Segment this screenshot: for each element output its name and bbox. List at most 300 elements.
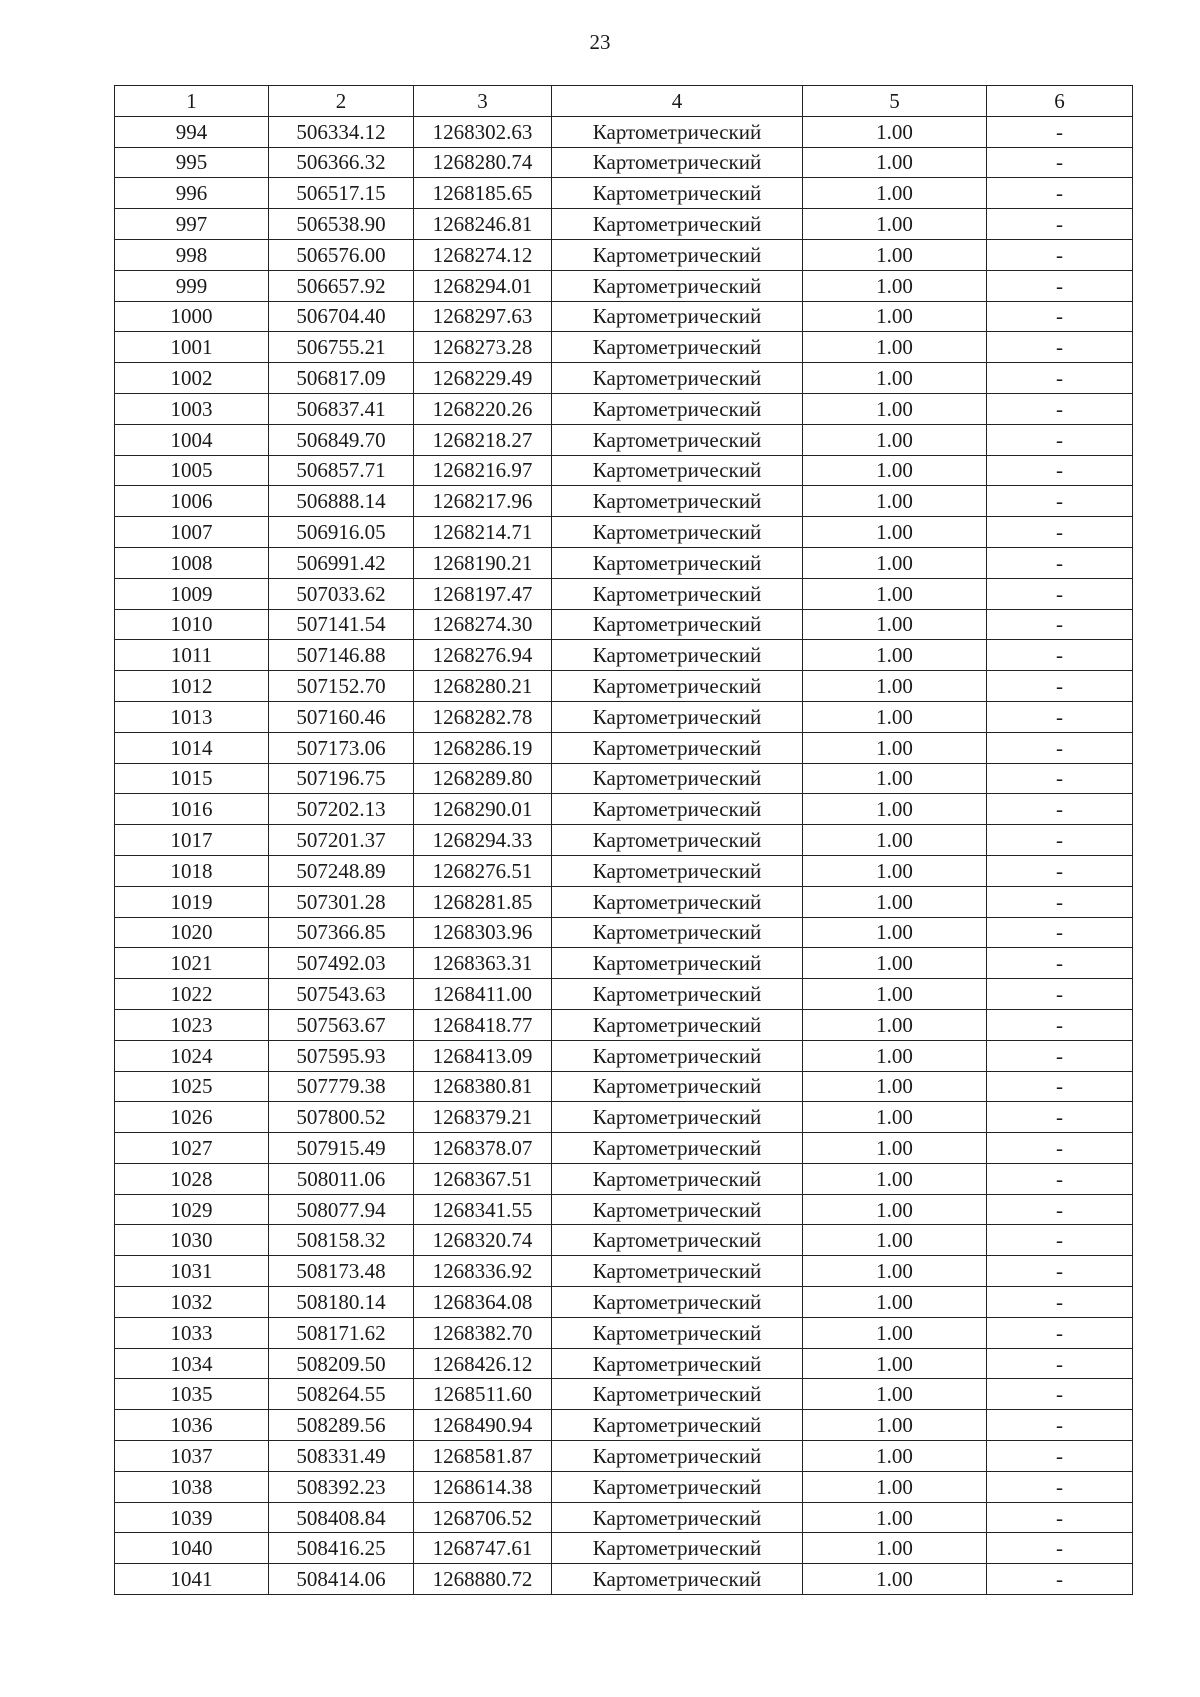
method-cell: Картометрический bbox=[552, 147, 803, 178]
table-row bbox=[115, 1287, 1133, 1318]
y-coordinate-cell: 1268367.51 bbox=[414, 1163, 552, 1194]
point-number-cell: 999 bbox=[115, 270, 269, 301]
table-row bbox=[115, 393, 1133, 424]
y-coordinate-cell: 1268282.78 bbox=[414, 701, 552, 732]
accuracy-cell: 1.00 bbox=[803, 1071, 987, 1102]
note-cell: - bbox=[987, 886, 1133, 917]
table-row bbox=[115, 1471, 1133, 1502]
accuracy-cell: 1.00 bbox=[803, 732, 987, 763]
table-row bbox=[115, 301, 1133, 332]
table-row bbox=[115, 270, 1133, 301]
accuracy-cell: 1.00 bbox=[803, 424, 987, 455]
y-coordinate-cell: 1268294.33 bbox=[414, 825, 552, 856]
point-number-cell: 1019 bbox=[115, 886, 269, 917]
point-number-cell: 1020 bbox=[115, 917, 269, 948]
table-row bbox=[115, 1533, 1133, 1564]
accuracy-cell: 1.00 bbox=[803, 209, 987, 240]
x-coordinate-cell: 507492.03 bbox=[269, 948, 414, 979]
accuracy-cell: 1.00 bbox=[803, 855, 987, 886]
x-coordinate-cell: 507141.54 bbox=[269, 609, 414, 640]
method-cell: Картометрический bbox=[552, 1410, 803, 1441]
x-coordinate-cell: 506755.21 bbox=[269, 332, 414, 363]
table-body bbox=[115, 116, 1133, 1594]
accuracy-cell: 1.00 bbox=[803, 486, 987, 517]
table-row bbox=[115, 1379, 1133, 1410]
method-cell: Картометрический bbox=[552, 116, 803, 147]
table-row bbox=[115, 332, 1133, 363]
y-coordinate-cell: 1268511.60 bbox=[414, 1379, 552, 1410]
y-coordinate-cell: 1268229.49 bbox=[414, 363, 552, 394]
method-cell: Картометрический bbox=[552, 424, 803, 455]
point-number-cell: 1012 bbox=[115, 671, 269, 702]
accuracy-cell: 1.00 bbox=[803, 1441, 987, 1472]
y-coordinate-cell: 1268197.47 bbox=[414, 578, 552, 609]
table-row bbox=[115, 116, 1133, 147]
y-coordinate-cell: 1268303.96 bbox=[414, 917, 552, 948]
note-cell: - bbox=[987, 1194, 1133, 1225]
x-coordinate-cell: 506888.14 bbox=[269, 486, 414, 517]
note-cell: - bbox=[987, 116, 1133, 147]
point-number-cell: 1035 bbox=[115, 1379, 269, 1410]
accuracy-cell: 1.00 bbox=[803, 948, 987, 979]
table-row bbox=[115, 486, 1133, 517]
y-coordinate-cell: 1268302.63 bbox=[414, 116, 552, 147]
x-coordinate-cell: 507366.85 bbox=[269, 917, 414, 948]
note-cell: - bbox=[987, 517, 1133, 548]
accuracy-cell: 1.00 bbox=[803, 701, 987, 732]
x-coordinate-cell: 506334.12 bbox=[269, 116, 414, 147]
table-row bbox=[115, 979, 1133, 1010]
method-cell: Картометрический bbox=[552, 270, 803, 301]
method-cell: Картометрический bbox=[552, 547, 803, 578]
method-cell: Картометрический bbox=[552, 239, 803, 270]
accuracy-cell: 1.00 bbox=[803, 1194, 987, 1225]
note-cell: - bbox=[987, 301, 1133, 332]
method-cell: Картометрический bbox=[552, 363, 803, 394]
y-coordinate-cell: 1268276.94 bbox=[414, 640, 552, 671]
y-coordinate-cell: 1268217.96 bbox=[414, 486, 552, 517]
accuracy-cell: 1.00 bbox=[803, 1564, 987, 1595]
table-row bbox=[115, 1502, 1133, 1533]
table-row bbox=[115, 1102, 1133, 1133]
point-number-cell: 1008 bbox=[115, 547, 269, 578]
point-number-cell: 1032 bbox=[115, 1287, 269, 1318]
note-cell: - bbox=[987, 609, 1133, 640]
x-coordinate-cell: 507202.13 bbox=[269, 794, 414, 825]
accuracy-cell: 1.00 bbox=[803, 640, 987, 671]
point-number-cell: 1027 bbox=[115, 1133, 269, 1164]
y-coordinate-cell: 1268216.97 bbox=[414, 455, 552, 486]
accuracy-cell: 1.00 bbox=[803, 979, 987, 1010]
note-cell: - bbox=[987, 701, 1133, 732]
note-cell: - bbox=[987, 209, 1133, 240]
point-number-cell: 1003 bbox=[115, 393, 269, 424]
y-coordinate-cell: 1268286.19 bbox=[414, 732, 552, 763]
x-coordinate-cell: 506657.92 bbox=[269, 270, 414, 301]
y-coordinate-cell: 1268581.87 bbox=[414, 1441, 552, 1472]
method-cell: Картометрический bbox=[552, 1040, 803, 1071]
note-cell: - bbox=[987, 239, 1133, 270]
accuracy-cell: 1.00 bbox=[803, 917, 987, 948]
point-number-cell: 996 bbox=[115, 178, 269, 209]
table-row bbox=[115, 886, 1133, 917]
note-cell: - bbox=[987, 917, 1133, 948]
x-coordinate-cell: 507196.75 bbox=[269, 763, 414, 794]
accuracy-cell: 1.00 bbox=[803, 547, 987, 578]
x-coordinate-cell: 506366.32 bbox=[269, 147, 414, 178]
point-number-cell: 1007 bbox=[115, 517, 269, 548]
x-coordinate-cell: 508171.62 bbox=[269, 1317, 414, 1348]
point-number-cell: 1041 bbox=[115, 1564, 269, 1595]
note-cell: - bbox=[987, 732, 1133, 763]
x-coordinate-cell: 507152.70 bbox=[269, 671, 414, 702]
method-cell: Картометрический bbox=[552, 1163, 803, 1194]
note-cell: - bbox=[987, 1040, 1133, 1071]
method-cell: Картометрический bbox=[552, 640, 803, 671]
x-coordinate-cell: 506857.71 bbox=[269, 455, 414, 486]
x-coordinate-cell: 508158.32 bbox=[269, 1225, 414, 1256]
x-coordinate-cell: 508264.55 bbox=[269, 1379, 414, 1410]
point-number-cell: 1017 bbox=[115, 825, 269, 856]
x-coordinate-cell: 507201.37 bbox=[269, 825, 414, 856]
method-cell: Картометрический bbox=[552, 517, 803, 548]
y-coordinate-cell: 1268411.00 bbox=[414, 979, 552, 1010]
y-coordinate-cell: 1268336.92 bbox=[414, 1256, 552, 1287]
method-cell: Картометрический bbox=[552, 1102, 803, 1133]
note-cell: - bbox=[987, 671, 1133, 702]
accuracy-cell: 1.00 bbox=[803, 1133, 987, 1164]
column-header: 1 bbox=[115, 86, 269, 117]
y-coordinate-cell: 1268280.74 bbox=[414, 147, 552, 178]
point-number-cell: 994 bbox=[115, 116, 269, 147]
table-row bbox=[115, 1441, 1133, 1472]
accuracy-cell: 1.00 bbox=[803, 270, 987, 301]
x-coordinate-cell: 507301.28 bbox=[269, 886, 414, 917]
y-coordinate-cell: 1268382.70 bbox=[414, 1317, 552, 1348]
table-row bbox=[115, 578, 1133, 609]
x-coordinate-cell: 507595.93 bbox=[269, 1040, 414, 1071]
y-coordinate-cell: 1268274.12 bbox=[414, 239, 552, 270]
table-row bbox=[115, 855, 1133, 886]
x-coordinate-cell: 508392.23 bbox=[269, 1471, 414, 1502]
table-row bbox=[115, 948, 1133, 979]
point-number-cell: 1028 bbox=[115, 1163, 269, 1194]
table-row bbox=[115, 732, 1133, 763]
accuracy-cell: 1.00 bbox=[803, 1348, 987, 1379]
point-number-cell: 1037 bbox=[115, 1441, 269, 1472]
accuracy-cell: 1.00 bbox=[803, 886, 987, 917]
point-number-cell: 1010 bbox=[115, 609, 269, 640]
note-cell: - bbox=[987, 763, 1133, 794]
coordinates-table bbox=[114, 85, 1133, 1595]
x-coordinate-cell: 506837.41 bbox=[269, 393, 414, 424]
y-coordinate-cell: 1268418.77 bbox=[414, 1009, 552, 1040]
y-coordinate-cell: 1268341.55 bbox=[414, 1194, 552, 1225]
note-cell: - bbox=[987, 1287, 1133, 1318]
x-coordinate-cell: 508011.06 bbox=[269, 1163, 414, 1194]
x-coordinate-cell: 506704.40 bbox=[269, 301, 414, 332]
column-header: 6 bbox=[987, 86, 1133, 117]
note-cell: - bbox=[987, 1256, 1133, 1287]
x-coordinate-cell: 507146.88 bbox=[269, 640, 414, 671]
point-number-cell: 1018 bbox=[115, 855, 269, 886]
point-number-cell: 1014 bbox=[115, 732, 269, 763]
point-number-cell: 1022 bbox=[115, 979, 269, 1010]
accuracy-cell: 1.00 bbox=[803, 1471, 987, 1502]
y-coordinate-cell: 1268214.71 bbox=[414, 517, 552, 548]
method-cell: Картометрический bbox=[552, 1071, 803, 1102]
x-coordinate-cell: 508416.25 bbox=[269, 1533, 414, 1564]
accuracy-cell: 1.00 bbox=[803, 1225, 987, 1256]
x-coordinate-cell: 506817.09 bbox=[269, 363, 414, 394]
y-coordinate-cell: 1268747.61 bbox=[414, 1533, 552, 1564]
note-cell: - bbox=[987, 424, 1133, 455]
method-cell: Картометрический bbox=[552, 763, 803, 794]
table-row bbox=[115, 547, 1133, 578]
table-row bbox=[115, 763, 1133, 794]
table-row bbox=[115, 209, 1133, 240]
x-coordinate-cell: 506517.15 bbox=[269, 178, 414, 209]
x-coordinate-cell: 507173.06 bbox=[269, 732, 414, 763]
method-cell: Картометрический bbox=[552, 1348, 803, 1379]
method-cell: Картометрический bbox=[552, 609, 803, 640]
method-cell: Картометрический bbox=[552, 1564, 803, 1595]
table-row bbox=[115, 1410, 1133, 1441]
method-cell: Картометрический bbox=[552, 948, 803, 979]
table-row bbox=[115, 455, 1133, 486]
x-coordinate-cell: 508414.06 bbox=[269, 1564, 414, 1595]
point-number-cell: 1005 bbox=[115, 455, 269, 486]
accuracy-cell: 1.00 bbox=[803, 1410, 987, 1441]
accuracy-cell: 1.00 bbox=[803, 1102, 987, 1133]
method-cell: Картометрический bbox=[552, 825, 803, 856]
accuracy-cell: 1.00 bbox=[803, 301, 987, 332]
column-header: 2 bbox=[269, 86, 414, 117]
point-number-cell: 1040 bbox=[115, 1533, 269, 1564]
accuracy-cell: 1.00 bbox=[803, 363, 987, 394]
y-coordinate-cell: 1268289.80 bbox=[414, 763, 552, 794]
accuracy-cell: 1.00 bbox=[803, 1379, 987, 1410]
accuracy-cell: 1.00 bbox=[803, 794, 987, 825]
table-row bbox=[115, 825, 1133, 856]
y-coordinate-cell: 1268281.85 bbox=[414, 886, 552, 917]
note-cell: - bbox=[987, 1225, 1133, 1256]
table-row bbox=[115, 640, 1133, 671]
method-cell: Картометрический bbox=[552, 578, 803, 609]
point-number-cell: 1015 bbox=[115, 763, 269, 794]
y-coordinate-cell: 1268276.51 bbox=[414, 855, 552, 886]
y-coordinate-cell: 1268706.52 bbox=[414, 1502, 552, 1533]
x-coordinate-cell: 507248.89 bbox=[269, 855, 414, 886]
note-cell: - bbox=[987, 332, 1133, 363]
x-coordinate-cell: 506538.90 bbox=[269, 209, 414, 240]
method-cell: Картометрический bbox=[552, 486, 803, 517]
accuracy-cell: 1.00 bbox=[803, 671, 987, 702]
y-coordinate-cell: 1268294.01 bbox=[414, 270, 552, 301]
point-number-cell: 1006 bbox=[115, 486, 269, 517]
point-number-cell: 1009 bbox=[115, 578, 269, 609]
method-cell: Картометрический bbox=[552, 393, 803, 424]
x-coordinate-cell: 508209.50 bbox=[269, 1348, 414, 1379]
point-number-cell: 1029 bbox=[115, 1194, 269, 1225]
accuracy-cell: 1.00 bbox=[803, 393, 987, 424]
method-cell: Картометрический bbox=[552, 1502, 803, 1533]
table-row bbox=[115, 1317, 1133, 1348]
method-cell: Картометрический bbox=[552, 1009, 803, 1040]
x-coordinate-cell: 507800.52 bbox=[269, 1102, 414, 1133]
note-cell: - bbox=[987, 1410, 1133, 1441]
y-coordinate-cell: 1268290.01 bbox=[414, 794, 552, 825]
point-number-cell: 1024 bbox=[115, 1040, 269, 1071]
point-number-cell: 1031 bbox=[115, 1256, 269, 1287]
point-number-cell: 998 bbox=[115, 239, 269, 270]
note-cell: - bbox=[987, 1163, 1133, 1194]
table-row bbox=[115, 1071, 1133, 1102]
accuracy-cell: 1.00 bbox=[803, 763, 987, 794]
table-row bbox=[115, 1348, 1133, 1379]
column-header: 3 bbox=[414, 86, 552, 117]
note-cell: - bbox=[987, 1348, 1133, 1379]
x-coordinate-cell: 507160.46 bbox=[269, 701, 414, 732]
note-cell: - bbox=[987, 486, 1133, 517]
table-header-row bbox=[115, 86, 1133, 117]
note-cell: - bbox=[987, 1471, 1133, 1502]
table-row bbox=[115, 178, 1133, 209]
y-coordinate-cell: 1268880.72 bbox=[414, 1564, 552, 1595]
table-row bbox=[115, 1009, 1133, 1040]
note-cell: - bbox=[987, 825, 1133, 856]
method-cell: Картометрический bbox=[552, 1317, 803, 1348]
note-cell: - bbox=[987, 1009, 1133, 1040]
x-coordinate-cell: 508408.84 bbox=[269, 1502, 414, 1533]
column-header: 5 bbox=[803, 86, 987, 117]
y-coordinate-cell: 1268426.12 bbox=[414, 1348, 552, 1379]
table-row bbox=[115, 701, 1133, 732]
method-cell: Картометрический bbox=[552, 979, 803, 1010]
point-number-cell: 1001 bbox=[115, 332, 269, 363]
column-header: 4 bbox=[552, 86, 803, 117]
method-cell: Картометрический bbox=[552, 1194, 803, 1225]
table-row bbox=[115, 917, 1133, 948]
note-cell: - bbox=[987, 1502, 1133, 1533]
table-row bbox=[115, 147, 1133, 178]
method-cell: Картометрический bbox=[552, 1287, 803, 1318]
method-cell: Картометрический bbox=[552, 332, 803, 363]
y-coordinate-cell: 1268297.63 bbox=[414, 301, 552, 332]
table-row bbox=[115, 794, 1133, 825]
accuracy-cell: 1.00 bbox=[803, 332, 987, 363]
x-coordinate-cell: 506991.42 bbox=[269, 547, 414, 578]
y-coordinate-cell: 1268413.09 bbox=[414, 1040, 552, 1071]
accuracy-cell: 1.00 bbox=[803, 609, 987, 640]
accuracy-cell: 1.00 bbox=[803, 239, 987, 270]
point-number-cell: 1023 bbox=[115, 1009, 269, 1040]
y-coordinate-cell: 1268246.81 bbox=[414, 209, 552, 240]
point-number-cell: 1002 bbox=[115, 363, 269, 394]
method-cell: Картометрический bbox=[552, 701, 803, 732]
table-row bbox=[115, 671, 1133, 702]
x-coordinate-cell: 508173.48 bbox=[269, 1256, 414, 1287]
method-cell: Картометрический bbox=[552, 855, 803, 886]
x-coordinate-cell: 508331.49 bbox=[269, 1441, 414, 1472]
x-coordinate-cell: 508077.94 bbox=[269, 1194, 414, 1225]
table-row bbox=[115, 609, 1133, 640]
method-cell: Картометрический bbox=[552, 732, 803, 763]
x-coordinate-cell: 507779.38 bbox=[269, 1071, 414, 1102]
y-coordinate-cell: 1268320.74 bbox=[414, 1225, 552, 1256]
note-cell: - bbox=[987, 1317, 1133, 1348]
method-cell: Картометрический bbox=[552, 671, 803, 702]
note-cell: - bbox=[987, 794, 1133, 825]
point-number-cell: 1011 bbox=[115, 640, 269, 671]
x-coordinate-cell: 507915.49 bbox=[269, 1133, 414, 1164]
y-coordinate-cell: 1268364.08 bbox=[414, 1287, 552, 1318]
x-coordinate-cell: 507563.67 bbox=[269, 1009, 414, 1040]
point-number-cell: 1016 bbox=[115, 794, 269, 825]
note-cell: - bbox=[987, 270, 1133, 301]
x-coordinate-cell: 506576.00 bbox=[269, 239, 414, 270]
point-number-cell: 1025 bbox=[115, 1071, 269, 1102]
note-cell: - bbox=[987, 979, 1133, 1010]
note-cell: - bbox=[987, 578, 1133, 609]
y-coordinate-cell: 1268280.21 bbox=[414, 671, 552, 702]
note-cell: - bbox=[987, 1533, 1133, 1564]
y-coordinate-cell: 1268363.31 bbox=[414, 948, 552, 979]
method-cell: Картометрический bbox=[552, 178, 803, 209]
method-cell: Картометрический bbox=[552, 1471, 803, 1502]
y-coordinate-cell: 1268218.27 bbox=[414, 424, 552, 455]
point-number-cell: 1021 bbox=[115, 948, 269, 979]
method-cell: Картометрический bbox=[552, 1441, 803, 1472]
point-number-cell: 1013 bbox=[115, 701, 269, 732]
method-cell: Картометрический bbox=[552, 1133, 803, 1164]
x-coordinate-cell: 507543.63 bbox=[269, 979, 414, 1010]
y-coordinate-cell: 1268378.07 bbox=[414, 1133, 552, 1164]
note-cell: - bbox=[987, 393, 1133, 424]
x-coordinate-cell: 507033.62 bbox=[269, 578, 414, 609]
y-coordinate-cell: 1268190.21 bbox=[414, 547, 552, 578]
method-cell: Картометрический bbox=[552, 1225, 803, 1256]
accuracy-cell: 1.00 bbox=[803, 1256, 987, 1287]
accuracy-cell: 1.00 bbox=[803, 178, 987, 209]
table-row bbox=[115, 424, 1133, 455]
accuracy-cell: 1.00 bbox=[803, 1287, 987, 1318]
method-cell: Картометрический bbox=[552, 209, 803, 240]
method-cell: Картометрический bbox=[552, 1256, 803, 1287]
x-coordinate-cell: 508180.14 bbox=[269, 1287, 414, 1318]
x-coordinate-cell: 506849.70 bbox=[269, 424, 414, 455]
y-coordinate-cell: 1268185.65 bbox=[414, 178, 552, 209]
table-row bbox=[115, 1256, 1133, 1287]
method-cell: Картометрический bbox=[552, 917, 803, 948]
point-number-cell: 1026 bbox=[115, 1102, 269, 1133]
y-coordinate-cell: 1268274.30 bbox=[414, 609, 552, 640]
method-cell: Картометрический bbox=[552, 794, 803, 825]
x-coordinate-cell: 506916.05 bbox=[269, 517, 414, 548]
method-cell: Картометрический bbox=[552, 301, 803, 332]
note-cell: - bbox=[987, 147, 1133, 178]
accuracy-cell: 1.00 bbox=[803, 1502, 987, 1533]
method-cell: Картометрический bbox=[552, 455, 803, 486]
y-coordinate-cell: 1268273.28 bbox=[414, 332, 552, 363]
point-number-cell: 997 bbox=[115, 209, 269, 240]
accuracy-cell: 1.00 bbox=[803, 1009, 987, 1040]
point-number-cell: 1033 bbox=[115, 1317, 269, 1348]
accuracy-cell: 1.00 bbox=[803, 1163, 987, 1194]
note-cell: - bbox=[987, 455, 1133, 486]
table-row bbox=[115, 1194, 1133, 1225]
method-cell: Картометрический bbox=[552, 886, 803, 917]
